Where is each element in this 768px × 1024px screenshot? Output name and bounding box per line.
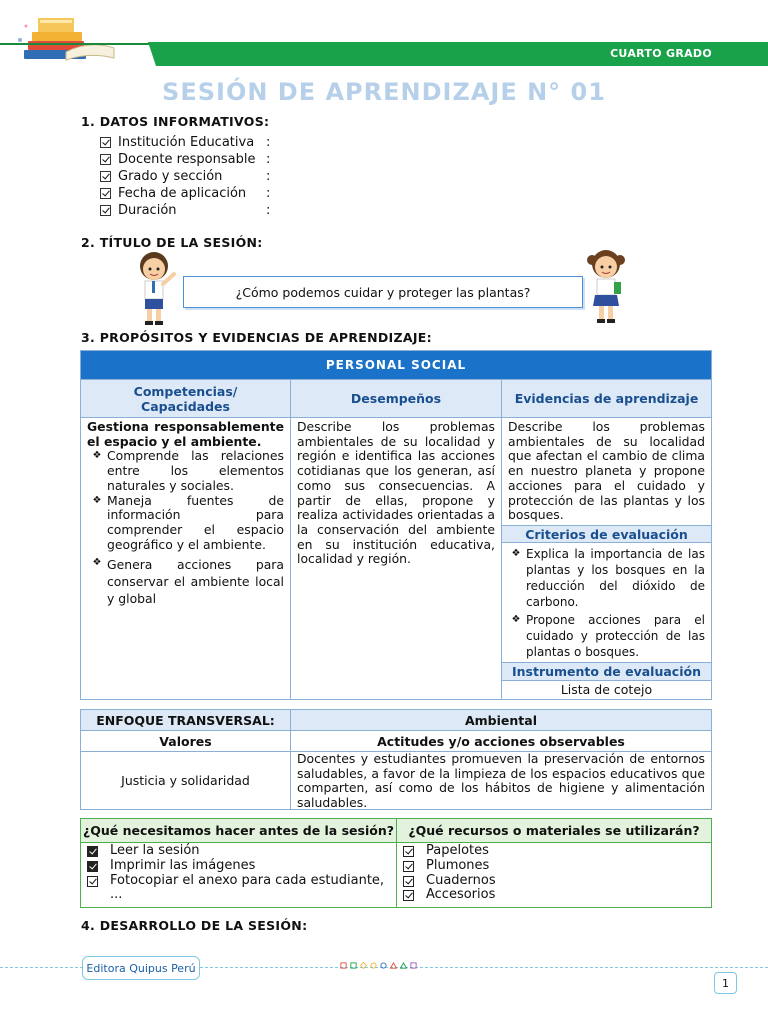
checkbox-icon — [403, 890, 414, 901]
valores-header: Valores — [81, 731, 291, 751]
circle-icon — [370, 962, 377, 969]
square-icon — [350, 962, 357, 969]
books-illustration — [14, 12, 124, 64]
valor-cell: Justicia y solidaridad — [81, 752, 291, 809]
purposes-table — [80, 350, 712, 700]
decorative-shapes — [340, 962, 417, 969]
competencias-cell — [81, 417, 291, 699]
col-header-evidencias: Evidencias de aprendizaje — [502, 379, 711, 417]
criterios-header: Criterios de evaluación — [502, 525, 711, 544]
list-item: Fotocopiar el anexo para cada estudiante, — [87, 874, 390, 889]
diamond-bullet-icon: ❖ — [92, 494, 102, 506]
grade-label: CUARTO GRADO — [610, 47, 712, 60]
evidencias-text: Describe los problemas ambientales de su localidad que afectan el cambio de clima en nuestro planeta y propone acciones para el cuidado y protección de las plantas y los bosques. — [508, 419, 705, 523]
section4-heading: 4. DESARROLLO DE LA SESIÓN: — [81, 918, 308, 933]
actitud-cell: Docentes y estudiantes promueven la preservación de entornos saludables, a favor de la limpieza de los espacios educativos que comparten, así como de los hábitos de higiene y alimentación saludables. — [297, 751, 705, 810]
checkbox-icon — [100, 171, 111, 182]
desempenos-cell: Describe los problemas ambientales de su localidad y región e identifica las acciones cotidianas que los generan, así como sus consecuencias. A partir de ellas, propone y realiza actividades orientadas a la conservación del ambiente en su institución educativa, localidad y región. — [291, 417, 502, 699]
criterio-item: ❖ Explica la importancia de las plantas y los bosques en la reducción del dióxido de carbono. — [506, 546, 705, 610]
page-title: SESIÓN DE APRENDIZAJE N° 01 — [162, 78, 606, 106]
resources-header: ¿Qué recursos o materiales se utilizarán? — [397, 819, 711, 843]
before-session-header: ¿Qué necesitamos hacer antes de la sesión? — [81, 819, 397, 843]
list-item: Plumones — [403, 859, 705, 874]
list-item: Cuadernos — [403, 874, 705, 889]
checkbox-icon — [87, 876, 98, 887]
circle-icon — [380, 962, 387, 969]
area-header: PERSONAL SOCIAL — [81, 351, 711, 379]
enfoque-value: Ambiental — [291, 710, 711, 730]
publisher-badge: Editora Quipus Perú — [82, 956, 200, 980]
diamond-bullet-icon: ❖ — [92, 450, 102, 462]
checkbox-icon — [87, 846, 98, 857]
datos-list — [100, 134, 270, 219]
enfoque-label: ENFOQUE TRANSVERSAL: — [81, 710, 291, 730]
datos-item: Fecha de aplicación : — [100, 185, 270, 202]
actitudes-header: Actitudes y/o acciones observables — [291, 731, 711, 751]
before-session-list — [81, 843, 397, 907]
instrumento-value: Lista de cotejo — [560, 682, 653, 697]
col-header-competencias: Competencias/ Capacidades — [81, 379, 291, 417]
datos-item: Duración : — [100, 202, 270, 219]
boy-illustration — [134, 248, 178, 328]
page-number: 1 — [714, 972, 737, 994]
list-item: Imprimir las imágenes — [87, 859, 390, 874]
datos-item: Institución Educativa : — [100, 134, 270, 151]
capacidad-item: ❖ Genera acciones para conservar el ambiente local y global — [87, 556, 284, 607]
diamond-bullet-icon: ❖ — [92, 557, 102, 569]
checkbox-icon — [403, 876, 414, 887]
checkbox-icon — [100, 137, 111, 148]
triangle-icon — [400, 962, 407, 969]
triangle-icon — [390, 962, 397, 969]
capacidad-item: ❖ Comprende las relaciones entre los elementos naturales y sociales. — [87, 449, 284, 493]
datos-item: Grado y sección : — [100, 168, 270, 185]
section3-heading: 3. PROPÓSITOS Y EVIDENCIAS DE APRENDIZAJE: — [81, 330, 432, 345]
competencia-title: Gestiona responsablemente el espacio y el ambiente. — [87, 419, 284, 449]
datos-item: Docente responsable : — [100, 151, 270, 168]
checkbox-icon — [100, 188, 111, 199]
girl-illustration — [584, 246, 628, 326]
section2-heading: 2. TÍTULO DE LA SESIÓN: — [81, 235, 263, 250]
checkbox-icon — [100, 154, 111, 165]
preparation-table — [80, 818, 712, 908]
square-icon — [410, 962, 417, 969]
criterios-list — [502, 543, 711, 662]
list-item: Papelotes — [403, 844, 705, 859]
diamond-bullet-icon: ❖ — [511, 548, 521, 560]
checkbox-icon — [403, 846, 414, 857]
instrumento-header: Instrumento de evaluación — [502, 662, 711, 681]
evidencias-column — [502, 417, 711, 699]
criterio-item: ❖ Propone acciones para el cuidado y protección de las plantas o bosques. — [506, 612, 705, 660]
diamond-icon — [360, 962, 367, 969]
capacidad-item: ❖ Maneja fuentes de información para comprender el espacio geográfico y el ambiente. — [87, 494, 284, 553]
square-icon — [340, 962, 347, 969]
diamond-bullet-icon: ❖ — [511, 614, 521, 626]
list-item: Accesorios — [403, 888, 705, 903]
checkbox-icon — [87, 861, 98, 872]
checkbox-icon — [403, 861, 414, 872]
resources-list — [397, 843, 711, 907]
section1-heading: 1. DATOS INFORMATIVOS: — [81, 114, 270, 129]
list-item: ... — [110, 887, 123, 903]
col-header-desempenos: Desempeños — [291, 379, 502, 417]
checkbox-icon — [100, 205, 111, 216]
enfoque-table — [80, 709, 712, 810]
session-title-box: ¿Cómo podemos cuidar y proteger las plantas? — [183, 276, 583, 308]
list-item: Leer la sesión — [87, 844, 390, 859]
